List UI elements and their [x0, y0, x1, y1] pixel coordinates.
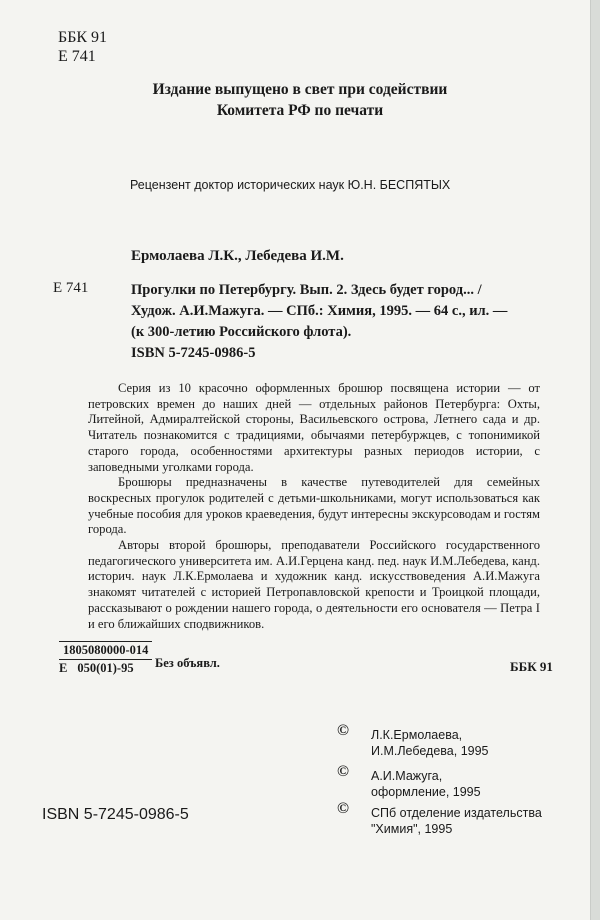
copyright-line-1: А.И.Мажуга, — [371, 769, 443, 783]
copyright-entry — [337, 763, 349, 781]
abstract-paragraph: Брошюры предназначены в качестве путеводителей для семейных воскресных прогулок родителей с детьми-школьниками, могут использоваться как учебные пособия для уроков краеведения, будут интересны экскурсоводам и гостям города. — [88, 475, 540, 537]
publication-support-notice — [0, 79, 600, 121]
publisher-code-letter: Е — [59, 661, 68, 675]
copyright-line-1: СПб отделение издательства — [371, 806, 542, 820]
author-mark: Е 741 — [58, 48, 96, 65]
bbk-index-top — [58, 28, 107, 66]
abstract — [88, 381, 540, 632]
bbk-index-bottom: ББК 91 — [510, 659, 553, 674]
isbn-bottom: ISBN 5-7245-0986-5 — [42, 806, 189, 823]
copyright-line-1: Л.К.Ермолаева, — [371, 728, 463, 742]
no-announcement-note: Без объявл. — [155, 656, 220, 670]
support-line-1: Издание выпущено в свет при содействии — [152, 81, 448, 98]
biblio-imprint-line: Худож. А.И.Мажуга. — СПб.: Химия, 1995. — 64 с., ил. — — [131, 303, 508, 319]
reviewer-line: Рецензент доктор исторических наук Ю.Н. БЕСПЯТЫХ — [130, 178, 451, 192]
copyright-icon: © — [337, 800, 349, 817]
support-line-2: Комитета РФ по печати — [216, 102, 384, 119]
publisher-code-number: 1805080000-014 — [59, 641, 152, 660]
abstract-paragraph: Серия из 10 красочно оформленных брошюр посвящена истории — от петровских времен до наших дней — отдельных районов Петербурга: Охты, Литейной, Адмиралтейской стороны, Васильевского острова, Летнего сада и др. Читатель познакомится с традициями, обычаями петербуржцев, с топонимикой старого города, особенностями архитектуры разных периодов истории, с заповедными уголками города. — [88, 381, 540, 474]
copyright-line-2: И.М.Лебедева, 1995 — [371, 744, 489, 758]
copyright-icon: © — [337, 763, 349, 780]
copyright-entry — [337, 800, 349, 818]
classification-code: Е 741 — [53, 280, 89, 296]
bibliographic-description — [131, 280, 507, 364]
abstract-paragraph: Авторы второй брошюры, преподаватели Российского государственного педагогического университета им. А.И.Герцена канд. пед. наук И.М.Лебедева, канд. историч. наук Л.К.Ермолаева и художник канд. искусствоведения А.И.Мажуга знакомят читателей с историей Петропавловской крепости и Троицкой площади, рассказывают о рождении нашего города, о деятельности его основателя — Петра I и его ближайших сподвижников. — [88, 538, 540, 631]
biblio-isbn: ISBN 5-7245-0986-5 — [131, 345, 256, 361]
biblio-series-line: (к 300-летию Российского флота). — [131, 324, 352, 340]
publisher-code-block — [59, 641, 152, 677]
copyright-text — [371, 727, 489, 759]
biblio-title-line: Прогулки по Петербургу. Вып. 2. Здесь будет город... / — [131, 282, 482, 298]
authors-heading: Ермолаева Л.К., Лебедева И.М. — [131, 248, 344, 264]
publisher-code-secondary: 050(01)-95 — [77, 661, 134, 675]
copyright-line-2: оформление, 1995 — [371, 785, 481, 799]
copyright-entry — [337, 722, 349, 740]
bbk-code: ББК 91 — [58, 29, 108, 46]
copyright-text — [371, 768, 481, 800]
copyright-text — [371, 805, 542, 837]
copyright-line-2: "Химия", 1995 — [371, 822, 453, 836]
copyright-icon: © — [337, 722, 349, 739]
